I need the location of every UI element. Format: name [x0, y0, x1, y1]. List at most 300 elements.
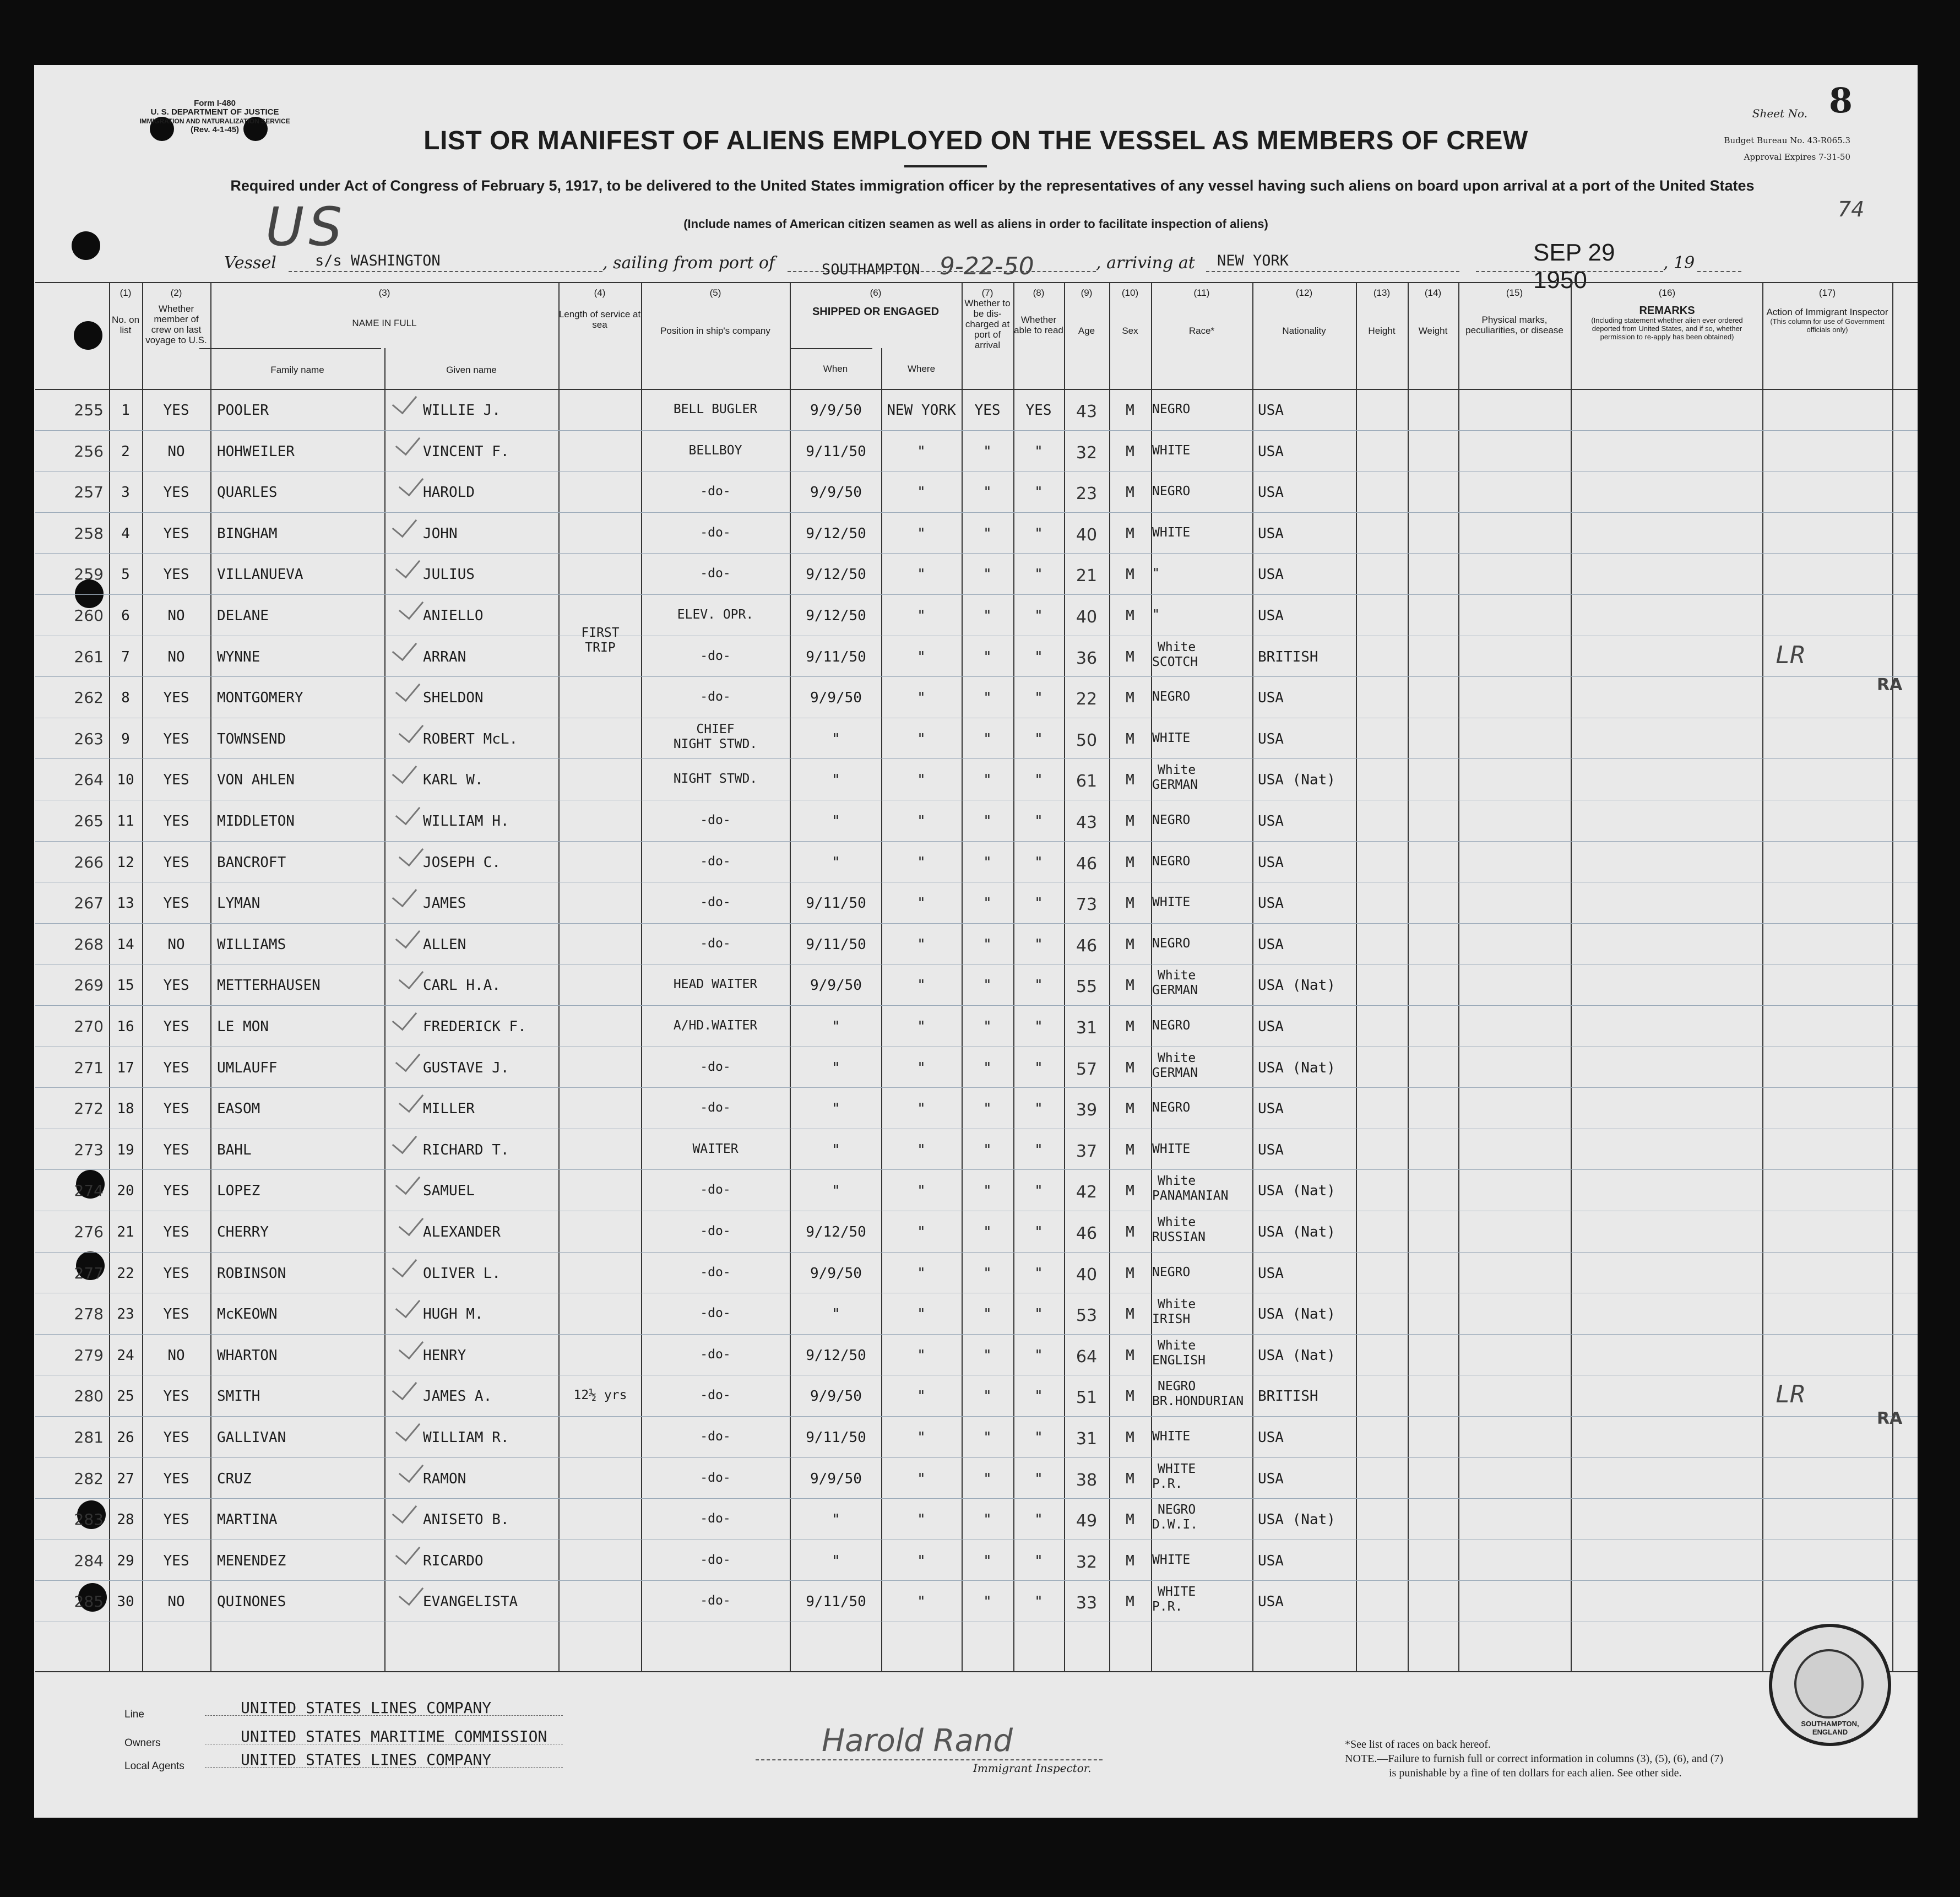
cell-age: 53: [1076, 1306, 1098, 1326]
cell-position: -do-: [700, 1511, 731, 1526]
cell-age: 37: [1076, 1141, 1098, 1161]
row-divider: [35, 1498, 1918, 1499]
manifest-table: [35, 282, 1918, 1671]
cell-race: WHITE: [1152, 1141, 1191, 1156]
cell-last: YES: [163, 402, 189, 419]
cell-last: NO: [167, 648, 185, 665]
cell-read: ": [1034, 525, 1043, 542]
cell-race: NEGRO: [1152, 1265, 1191, 1280]
cell-where: ": [917, 1552, 926, 1569]
cell-last: YES: [163, 854, 189, 871]
row-divider: [35, 676, 1918, 677]
cell-disch: ": [983, 1429, 992, 1446]
cell-sex: M: [1126, 1388, 1134, 1405]
cell-nat: USA: [1258, 1594, 1284, 1611]
cell-family: MONTGOMERY: [217, 690, 303, 707]
cell-read: ": [1034, 1429, 1043, 1446]
cell-sex: M: [1126, 772, 1134, 789]
table-top-border: [35, 282, 1918, 283]
cell-family: POOLER: [217, 402, 269, 419]
cell-sex: M: [1126, 1306, 1134, 1323]
footer-rule: [205, 1767, 563, 1768]
row-divider: [35, 430, 1918, 431]
header-bottom-border: [35, 389, 1918, 390]
cell-where: ": [917, 648, 926, 665]
cell-position: BELL BUGLER: [673, 402, 758, 416]
name-subheader-line: [199, 348, 381, 349]
revision: (Rev. 4-1-45): [190, 125, 240, 134]
cell-where: ": [917, 772, 926, 789]
cell-race: White GERMAN: [1152, 763, 1198, 793]
cell-where: ": [917, 1059, 926, 1076]
cell-no: 23: [117, 1306, 134, 1323]
approval-expires: Approval Expires 7-31-50: [1744, 152, 1850, 162]
cell-disch: ": [983, 525, 992, 542]
check-mark-icon: [392, 635, 417, 660]
vessel-value: s/s WASHINGTON: [315, 252, 441, 269]
col6-when-header: When: [823, 364, 848, 374]
cell-race: NEGRO: [1152, 690, 1191, 704]
cell-age: 31: [1076, 1018, 1098, 1038]
cell-sex: M: [1126, 1183, 1134, 1200]
cell-sex: M: [1126, 1059, 1134, 1076]
cell-nat: USA: [1258, 1470, 1284, 1487]
cell-last: YES: [163, 813, 189, 830]
serial-number: 256: [74, 442, 104, 460]
cell-sex: M: [1126, 566, 1134, 583]
row-divider: [35, 1169, 1918, 1170]
cell-read: ": [1034, 608, 1043, 624]
cell-read: ": [1034, 1224, 1043, 1240]
cell-last: NO: [167, 936, 185, 953]
cell-family: QUINONES: [217, 1594, 286, 1611]
check-mark-icon: [392, 512, 417, 538]
cell-disch: ": [983, 566, 992, 583]
cell-read: ": [1034, 566, 1043, 583]
cell-read: ": [1034, 772, 1043, 789]
cell-position: WAITER: [692, 1141, 739, 1156]
column-divider: [1571, 282, 1572, 1671]
cell-sex: M: [1126, 936, 1134, 953]
cell-position: -do-: [700, 854, 731, 869]
cell-given: HUGH M.: [423, 1306, 484, 1323]
cell-race: White PANAMANIAN: [1152, 1174, 1229, 1204]
cell-nat: USA: [1258, 936, 1284, 953]
cell-race: ": [1152, 608, 1160, 622]
cell-nat: USA (Nat): [1258, 1224, 1335, 1240]
cell-sex: M: [1126, 443, 1134, 460]
handwritten-us: US: [265, 196, 347, 258]
cell-sex: M: [1126, 402, 1134, 419]
cell-sex: M: [1126, 1470, 1134, 1487]
cell-age: 39: [1076, 1101, 1098, 1120]
cell-family: MARTINA: [217, 1511, 278, 1529]
cell-race: White SCOTCH: [1152, 639, 1198, 669]
cell-given: EVANGELISTA: [423, 1594, 518, 1611]
column-divider: [1408, 282, 1409, 1671]
cell-when: ": [832, 1059, 840, 1076]
cell-no: 1: [121, 402, 130, 419]
cell-nat: BRITISH: [1258, 648, 1318, 665]
cell-read: ": [1034, 1141, 1043, 1158]
serial-number: 259: [74, 565, 104, 584]
cell-race: WHITE P.R.: [1152, 1585, 1196, 1614]
check-mark-icon: [399, 1580, 424, 1606]
cell-no: 8: [121, 690, 130, 707]
cell-age: 46: [1076, 1224, 1098, 1243]
cell-family: METTERHAUSEN: [217, 977, 321, 994]
port-value: SOUTHAMPTON: [822, 261, 920, 278]
cell-given: JULIUS: [423, 566, 475, 583]
cell-position: HEAD WAITER: [673, 977, 758, 992]
cell-last: NO: [167, 1594, 185, 1611]
service-name: IMMIGRATION AND NATURALIZATION SERVICE: [139, 117, 290, 125]
cell-where: ": [917, 690, 926, 707]
cell-read: ": [1034, 895, 1043, 912]
cell-disch: ": [983, 730, 992, 747]
line-value: UNITED STATES LINES COMPANY: [241, 1699, 492, 1717]
col1-header: (1) No. on list: [111, 288, 140, 335]
check-mark-icon: [395, 1169, 421, 1195]
cell-nat: USA: [1258, 730, 1284, 747]
cell-nat: USA: [1258, 813, 1284, 830]
cell-given: SHELDON: [423, 690, 484, 707]
cell-race: NEGRO: [1152, 813, 1191, 827]
cell-read: ": [1034, 1470, 1043, 1487]
cell-nat: USA: [1258, 1429, 1284, 1446]
serial-number: 284: [74, 1551, 104, 1570]
cell-where: ": [917, 730, 926, 747]
owners-value: UNITED STATES MARITIME COMMISSION: [241, 1727, 547, 1746]
cell-no: 4: [121, 525, 130, 542]
cell-age: 57: [1076, 1059, 1098, 1079]
serial-number: 269: [74, 976, 104, 995]
vessel-label: Vessel: [224, 253, 276, 273]
cell-given: HAROLD: [423, 484, 475, 501]
cell-position: -do-: [700, 1224, 731, 1238]
col9-header: (9) Age: [1078, 288, 1095, 336]
official-stamp: [1769, 1624, 1891, 1746]
row-divider: [35, 923, 1918, 924]
margin-mark-ra: RA: [1877, 675, 1903, 695]
cell-sex: M: [1126, 484, 1134, 501]
check-mark-icon: [399, 470, 424, 496]
check-mark-icon: [395, 799, 421, 825]
cell-family: HOHWEILER: [217, 443, 295, 460]
cell-disch: ": [983, 608, 992, 624]
cell-read: ": [1034, 690, 1043, 707]
cell-sex: M: [1126, 608, 1134, 624]
cell-where: ": [917, 1018, 926, 1035]
cell-nat: USA: [1258, 402, 1284, 419]
penalty-note: NOTE.—Failure to furnish full or correct information in columns (3), (5), (6), and (7): [1345, 1753, 1724, 1765]
cell-where: ": [917, 1594, 926, 1611]
cell-race: White GERMAN: [1152, 1050, 1198, 1080]
cell-position: -do-: [700, 936, 731, 951]
cell-where: ": [917, 1388, 926, 1405]
cell-age: 32: [1076, 1552, 1098, 1572]
cell-read: ": [1034, 648, 1043, 665]
cell-age: 50: [1076, 730, 1098, 750]
cell-position: -do-: [700, 484, 731, 499]
serial-number: 282: [74, 1469, 104, 1488]
cell-age: 21: [1076, 566, 1098, 586]
cell-position: -do-: [700, 1388, 731, 1403]
cell-race: NEGRO: [1152, 402, 1191, 416]
cell-when: 9/11/50: [806, 936, 866, 953]
cell-race: NEGRO: [1152, 936, 1191, 951]
cell-when: 9/12/50: [806, 566, 866, 583]
cell-where: ": [917, 1265, 926, 1282]
cell-sex: M: [1126, 895, 1134, 912]
cell-last: YES: [163, 1265, 189, 1282]
serial-number: 257: [74, 483, 104, 502]
cell-age: 43: [1076, 402, 1098, 421]
cell-given: WILLIAM H.: [423, 813, 509, 830]
cell-read: ": [1034, 443, 1043, 460]
cell-where: ": [917, 484, 926, 501]
serial-number: 270: [74, 1017, 104, 1036]
cell-age: 40: [1076, 608, 1098, 627]
cell-position: -do-: [700, 813, 731, 827]
cell-disch: ": [983, 1306, 992, 1323]
cell-family: VON AHLEN: [217, 772, 295, 789]
cell-disch: ": [983, 1059, 992, 1076]
row-divider: [35, 1087, 1918, 1088]
row-divider: [35, 553, 1918, 554]
cell-no: 3: [121, 484, 130, 501]
cell-given: WILLIE J.: [423, 402, 501, 419]
cell-where: ": [917, 1511, 926, 1529]
serial-number: 255: [74, 401, 104, 419]
cell-where: ": [917, 525, 926, 542]
cell-age: 49: [1076, 1511, 1098, 1531]
cell-race: WHITE: [1152, 525, 1191, 540]
cell-nat: USA: [1258, 608, 1284, 624]
agents-value: UNITED STATES LINES COMPANY: [241, 1750, 492, 1769]
cell-family: SMITH: [217, 1388, 260, 1405]
cell-last: YES: [163, 1018, 189, 1035]
cell-given: ANISETO B.: [423, 1511, 509, 1529]
serial-number: 281: [74, 1428, 104, 1446]
cell-sex: M: [1126, 1594, 1134, 1611]
cell-given: RICARDO: [423, 1552, 484, 1569]
legal-requirement: Required under Act of Congress of February 5, 1917, to be delivered to the United States immigration officer by the representatives of any vessel having such aliens on board upon arrival at a port of the United States: [230, 177, 1755, 194]
cell-given: GUSTAVE J.: [423, 1059, 509, 1076]
cell-race: WHITE: [1152, 1429, 1191, 1444]
cell-last: YES: [163, 1511, 189, 1529]
cell-given: JAMES: [423, 895, 466, 912]
cell-last: YES: [163, 690, 189, 707]
cell-action: LR: [1776, 1380, 1805, 1409]
cell-age: 46: [1076, 936, 1098, 956]
cell-disch: ": [983, 1347, 992, 1364]
cell-given: FREDERICK F.: [423, 1018, 526, 1035]
inspector-label: Immigrant Inspector.: [973, 1762, 1092, 1775]
stamp-text: SOUTHAMPTON, ENGLAND: [1801, 1720, 1859, 1736]
cell-read: ": [1034, 1511, 1043, 1529]
cell-no: 12: [117, 854, 134, 871]
cell-age: 23: [1076, 484, 1098, 504]
cell-last: YES: [163, 525, 189, 542]
cell-read: ": [1034, 1265, 1043, 1282]
cell-no: 11: [117, 813, 134, 830]
col7-header: (7) Whether to be dis-charged at port of arrival: [964, 288, 1011, 350]
cell-age: 40: [1076, 525, 1098, 545]
cell-where: ": [917, 1224, 926, 1240]
cell-no: 2: [121, 443, 130, 460]
cell-disch: ": [983, 1552, 992, 1569]
cell-age: 43: [1076, 813, 1098, 832]
serial-number: 280: [74, 1387, 104, 1406]
cell-nat: USA (Nat): [1258, 977, 1335, 994]
col4-header: (4) Length of service at sea: [558, 288, 641, 330]
cell-family: GALLIVAN: [217, 1429, 286, 1446]
cell-disch: ": [983, 484, 992, 501]
cell-family: WYNNE: [217, 648, 260, 665]
cell-family: UMLAUFF: [217, 1059, 278, 1076]
row-divider: [35, 1580, 1918, 1581]
cell-race: White GERMAN: [1152, 968, 1198, 998]
cell-disch: ": [983, 936, 992, 953]
cell-family: MENENDEZ: [217, 1552, 286, 1569]
cell-read: ": [1034, 1183, 1043, 1200]
check-mark-icon: [399, 1210, 424, 1236]
cell-where: ": [917, 1183, 926, 1200]
check-mark-icon: [399, 963, 424, 989]
cell-given: ALEXANDER: [423, 1224, 501, 1240]
cell-last: YES: [163, 1470, 189, 1487]
budget-bureau: Budget Bureau No. 43-R065.3: [1724, 136, 1850, 145]
serial-number: 265: [74, 812, 104, 830]
cell-family: DELANE: [217, 608, 269, 624]
cell-disch: ": [983, 1018, 992, 1035]
cell-disch: ": [983, 1224, 992, 1240]
cell-read: ": [1034, 1059, 1043, 1076]
row-divider: [35, 1334, 1918, 1335]
cell-disch: ": [983, 1470, 992, 1487]
cell-family: CRUZ: [217, 1470, 252, 1487]
cell-no: 6: [121, 608, 130, 624]
cell-when: 9/11/50: [806, 648, 866, 665]
cell-given: HENRY: [423, 1347, 466, 1364]
cell-age: 31: [1076, 1429, 1098, 1449]
serial-number: 277: [74, 1264, 104, 1282]
cell-no: 18: [117, 1101, 134, 1118]
cell-no: 16: [117, 1018, 134, 1035]
cell-sex: M: [1126, 1101, 1134, 1118]
cell-no: 22: [117, 1265, 134, 1282]
port-field: [788, 252, 1096, 280]
cell-when: 9/9/50: [810, 484, 862, 501]
cell-no: 21: [117, 1224, 134, 1240]
cell-when: ": [832, 1101, 840, 1118]
row-divider: [35, 841, 1918, 842]
handwritten-sail-date: 9-22-50: [939, 252, 1034, 280]
cell-age: 64: [1076, 1347, 1098, 1367]
col16-header: (16) REMARKS (Including statement whether alien ever ordered deported from United States, and if so, whether permission to re-apply has been obtained): [1591, 288, 1743, 341]
cell-no: 15: [117, 977, 134, 994]
cell-age: 38: [1076, 1470, 1098, 1490]
cell-where: ": [917, 566, 926, 583]
col10-header: (10) Sex: [1121, 288, 1139, 336]
cell-race: NEGRO BR.HONDURIAN: [1152, 1379, 1244, 1409]
cell-action: LR: [1776, 641, 1805, 669]
col8-header: (8) Whether able to read: [1014, 288, 1063, 335]
cell-race: NEGRO: [1152, 1018, 1191, 1033]
cell-where: ": [917, 854, 926, 871]
row-divider: [35, 1005, 1918, 1006]
cell-family: ROBINSON: [217, 1265, 286, 1282]
cell-age: 46: [1076, 854, 1098, 874]
cell-position: A/HD.WAITER: [673, 1018, 758, 1033]
cell-no: 27: [117, 1470, 134, 1487]
cell-when: 9/12/50: [806, 608, 866, 624]
cell-race: White RUSSIAN: [1152, 1215, 1206, 1244]
agents-label: Local Agents: [124, 1760, 184, 1772]
cell-last: YES: [163, 977, 189, 994]
cell-read: ": [1034, 1018, 1043, 1035]
cell-given: RICHARD T.: [423, 1141, 509, 1158]
cell-given: CARL H.A.: [423, 977, 501, 994]
table-bottom-border: [35, 1671, 1918, 1672]
serial-number: 283: [74, 1510, 104, 1529]
cell-when: 9/11/50: [806, 443, 866, 460]
cell-race: NEGRO: [1152, 854, 1191, 869]
cell-position: -do-: [700, 1101, 731, 1115]
cell-last: YES: [163, 1388, 189, 1405]
serial-number: 279: [74, 1346, 104, 1364]
col15-header: (15) Physical marks, peculiarities, or disease: [1465, 288, 1563, 335]
col14-header: (14) Weight: [1418, 288, 1448, 336]
cell-age: 42: [1076, 1183, 1098, 1202]
year-field: [1697, 252, 1741, 272]
date-stamp: SEP 29 1950: [1533, 239, 1615, 294]
check-mark-icon: [395, 676, 421, 702]
cell-sex: M: [1126, 1224, 1134, 1240]
cell-nat: BRITISH: [1258, 1388, 1318, 1405]
check-mark-icon: [392, 1498, 417, 1524]
cell-race: ": [1152, 566, 1160, 581]
owners-label: Owners: [124, 1737, 161, 1749]
year-label: , 19: [1663, 253, 1695, 273]
cell-position: -do-: [700, 1265, 731, 1280]
cell-last: NO: [167, 1347, 185, 1364]
cell-nat: USA: [1258, 895, 1284, 912]
cell-given: ANIELLO: [423, 608, 484, 624]
cell-no: 24: [117, 1347, 134, 1364]
margin-mark-ra: RA: [1877, 1409, 1903, 1428]
cell-position: -do-: [700, 1183, 731, 1197]
cell-given: RAMON: [423, 1470, 466, 1487]
column-divider: [1892, 282, 1893, 1671]
cell-age: 33: [1076, 1594, 1098, 1613]
cell-age: 61: [1076, 772, 1098, 792]
cell-disch: ": [983, 1594, 992, 1611]
check-mark-icon: [395, 1292, 421, 1318]
vessel-field: [289, 252, 602, 272]
cell-when: 9/12/50: [806, 1224, 866, 1240]
cell-age: 36: [1076, 648, 1098, 668]
row-divider: [35, 512, 1918, 513]
serial-number: 261: [74, 647, 104, 666]
cell-family: CHERRY: [217, 1224, 269, 1240]
check-mark-icon: [395, 552, 421, 578]
cell-race: WHITE: [1152, 443, 1191, 458]
row-divider: [35, 1457, 1918, 1458]
cell-nat: USA: [1258, 525, 1284, 542]
cell-read: ": [1034, 730, 1043, 747]
